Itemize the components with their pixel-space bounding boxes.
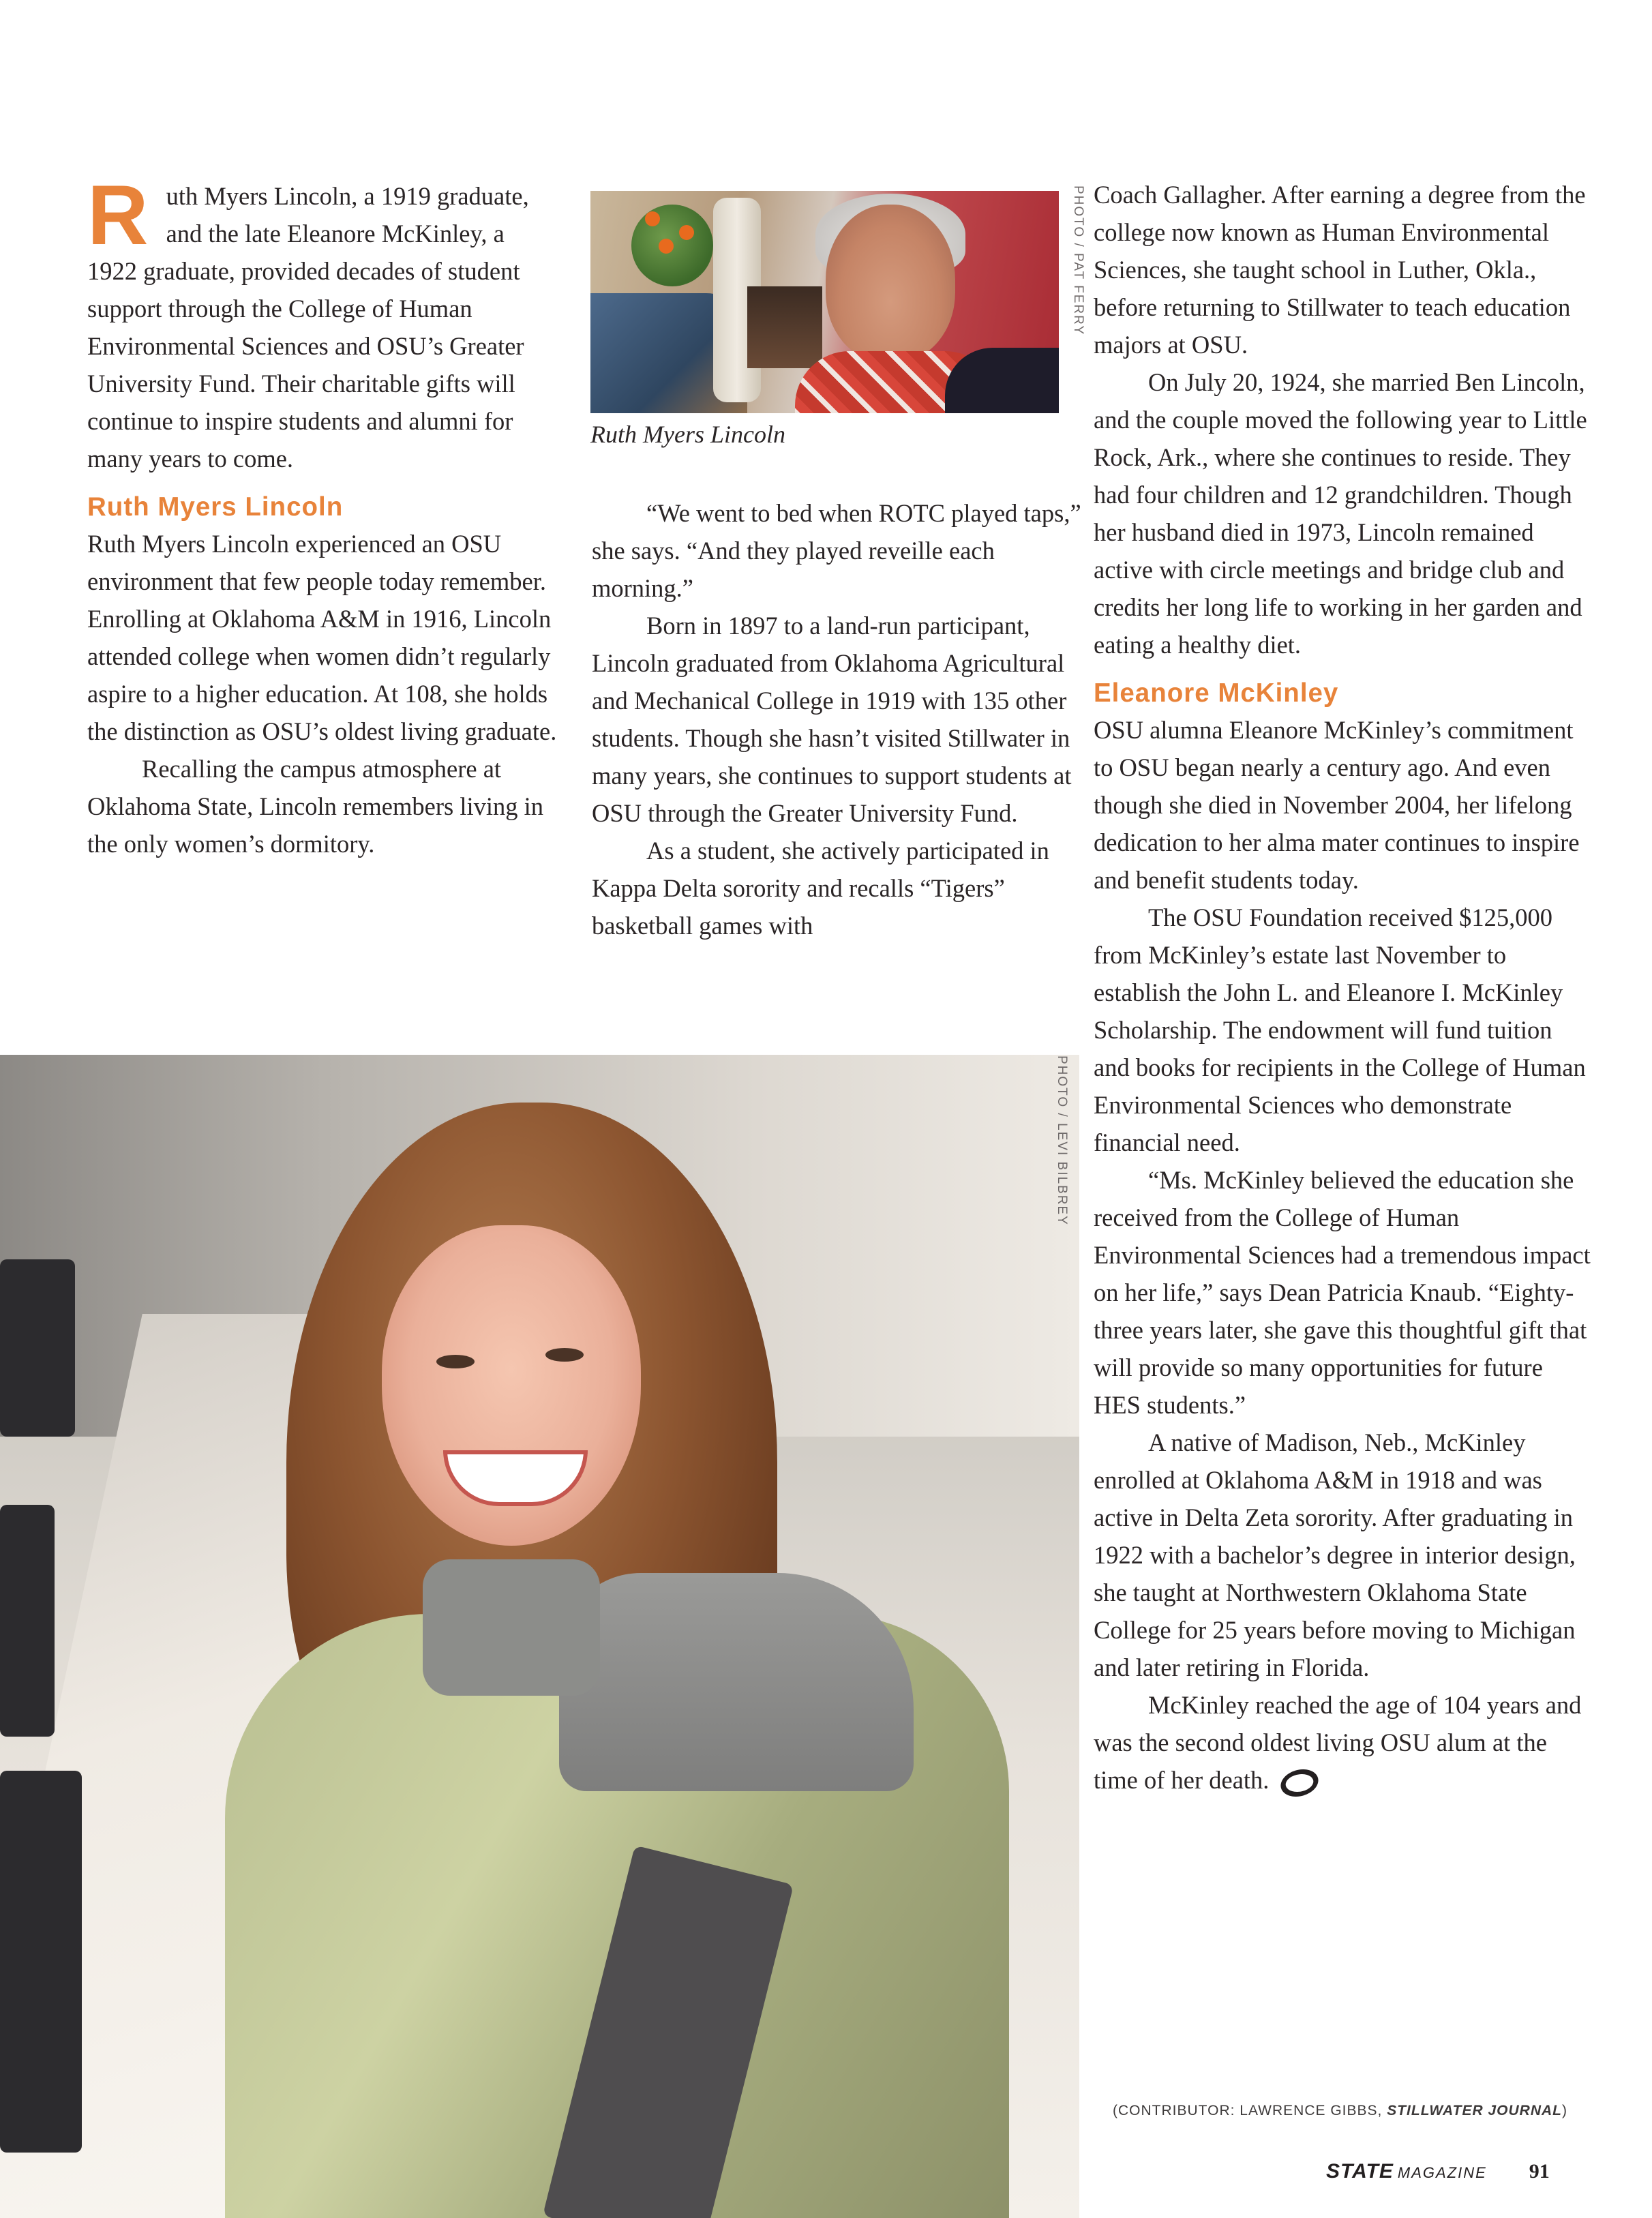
magazine-brand: STATE	[1326, 2160, 1394, 2183]
intro-text: uth Myers Lincoln, a 1919 graduate, and the late Eleanore McKinley, a 1922 graduate, provided decades of student support through the College of Human Environmental Sciences and OSU’s Greater University Fund. Their charitable gifts will continue to inspire students and alumni for many years to come.	[87, 182, 529, 473]
lincoln-paragraph-1: Ruth Myers Lincoln experienced an OSU environment that few people today remember. Enrolling at Oklahoma A&M in 1916, Lincoln attended college when women didn’t regularly aspire to a higher education. At 108, she holds the distinction as OSU’s oldest living graduate.	[87, 530, 557, 745]
photo-shelf	[747, 286, 822, 368]
drop-cap: R	[87, 168, 149, 263]
photo-flower	[659, 239, 674, 254]
mckinley-paragraph-2: The OSU Foundation received $125,000 from McKinley’s estate last November to establish the John L. and Eleanore I. McKinley Scholarship. The endowment will fund tuition and books for recipients in the College of Human Environmental Sciences who demonstrate financial need.	[1094, 903, 1586, 1156]
photo-monitor	[0, 1505, 55, 1737]
photo-sleeve	[559, 1573, 914, 1791]
photo-credit-ferry: PHOTO / PAT FERRY	[1071, 185, 1085, 336]
page-number: 91	[1529, 2160, 1550, 2183]
magazine-label: MAGAZINE	[1397, 2164, 1487, 2181]
article-column-1	[87, 168, 558, 863]
section-heading-lincoln: Ruth Myers Lincoln	[87, 492, 344, 522]
lincoln-paragraph-7: On July 20, 1924, she married Ben Lincoln, and the couple moved the following year to Little Rock, Ark., where she continues to reside. They had four children and 12 grandchildren. Though her husband died in 1973, Lincoln remained active with circle meetings and bridge club and credits her long life to working in her garden and eating a healthy diet.	[1094, 368, 1587, 659]
lincoln-paragraph-2: Recalling the campus atmosphere at Oklahoma State, Lincoln remembers living in the only women’s dormitory.	[87, 755, 544, 858]
photo-monitor	[0, 1771, 82, 2153]
end-mark-icon	[1278, 1769, 1322, 1797]
lincoln-paragraph-3: “We went to bed when ROTC played taps,” she says. “And they played reveille each morning.”	[592, 499, 1081, 602]
ruth-lincoln-photo	[590, 191, 1059, 413]
contributor-credit	[1113, 2103, 1567, 2119]
contributor-publication: STILLWATER JOURNAL	[1387, 2103, 1562, 2118]
photo-credit-bilbrey: PHOTO / LEVI BILBREY	[1055, 1055, 1069, 1226]
mckinley-paragraph-3: “Ms. McKinley believed the education she received from the College of Human Environmental Sciences had a tremendous impact on her life,” says Dean Patricia Knaub. “Eighty-three years later, she gave this thoughtful gift that will provide so many opportunities for future HES students.”	[1094, 1166, 1591, 1419]
photo-face	[826, 205, 955, 361]
student-photo	[0, 1055, 1079, 2218]
page-footer	[1326, 2160, 1550, 2183]
closing-text: McKinley reached the age of 104 years and was the second oldest living OSU alum at the time of her death.	[1094, 1691, 1582, 1794]
mckinley-paragraph-5	[1094, 1686, 1591, 1799]
section-heading-mckinley: Eleanore McKinley	[1094, 678, 1339, 708]
mckinley-paragraph-4: A native of Madison, Neb., McKinley enrolled at Oklahoma A&M in 1918 and was active in Delta Zeta sorority. After graduating in 1922 with a bachelor’s degree in interior design, she taught at Northwestern Oklahoma State College for 25 years before moving to Michigan and later retiring in Florida.	[1094, 1428, 1576, 1681]
contributor-prefix: (CONTRIBUTOR: LAWRENCE GIBBS,	[1113, 2103, 1387, 2118]
photo-eye	[436, 1355, 475, 1368]
lincoln-paragraph-4: Born in 1897 to a land-run participant, Lincoln graduated from Oklahoma Agricultural and Mechanical College in 1919 with 135 other students. Though she hasn’t visited Stillwater in many years, she continues to support students at OSU through the Greater University Fund.	[592, 612, 1072, 827]
photo-eye	[545, 1348, 584, 1362]
photo-monitor	[0, 1259, 75, 1437]
mckinley-paragraph-1: OSU alumna Eleanore McKinley’s commitment to OSU began nearly a century ago. And even though she died in November 2004, her lifelong dedication to her alma mater continues to inspire and benefit students today.	[1094, 716, 1580, 894]
intro-paragraph	[87, 168, 558, 477]
article-column-3	[1094, 176, 1591, 1799]
article-column-2	[592, 494, 1083, 944]
lincoln-paragraph-6: Coach Gallagher. After earning a degree from the college now known as Human Environmental Sciences, she taught school in Luther, Okla., before returning to Stillwater to teach education majors at OSU.	[1094, 181, 1586, 359]
lincoln-paragraph-5: As a student, she actively participated in Kappa Delta sorority and recalls “Tigers” basketball games with	[592, 837, 1049, 940]
contributor-suffix: )	[1562, 2103, 1567, 2118]
photo-flower	[645, 211, 660, 226]
photo-flower	[679, 225, 694, 240]
photo-caption: Ruth Myers Lincoln	[590, 421, 785, 448]
photo-collar	[423, 1559, 600, 1696]
